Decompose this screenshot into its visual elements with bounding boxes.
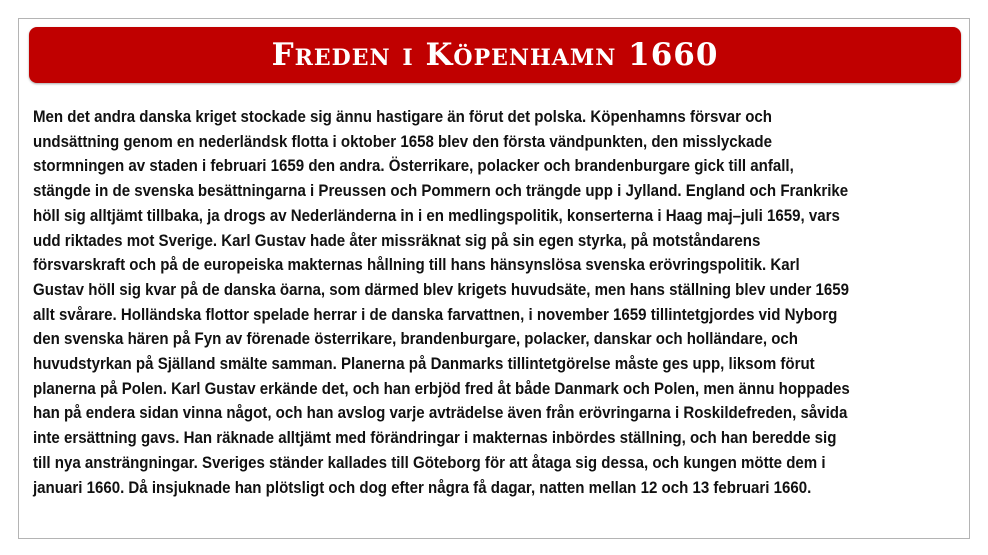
- body-line: försvarskraft och på de europeiska makternas hållning till hans hänsynslösa svenska erövringspolitik. Karl: [33, 256, 800, 275]
- body-line: undsättning genom en nederländsk flotta i oktober 1658 blev den första vändpunkten, den misslyckade: [33, 132, 772, 151]
- body-line: höll sig alltjämt tillbaka, ja drogs av Nederländerna in i en medlingspolitik, konserterna i Haag maj–juli 1659, vars: [33, 206, 840, 225]
- body-line: stormningen av staden i februari 1659 den andra. Österrikare, polacker och brandenburgare gick till anfall,: [33, 157, 794, 176]
- body-line: stängde in de svenska besättningarna i Preussen och Pommern och trängde upp i Jylland. England och Frankrike: [33, 182, 849, 201]
- body-line: udd riktades mot Sverige. Karl Gustav hade åter missräknat sig på sin egen styrka, på motståndarens: [33, 231, 761, 250]
- body-line: Gustav höll sig kvar på de danska öarna, som därmed blev krigets huvudsäte, men hans ställning blev under 1659: [33, 280, 850, 299]
- slide: [18, 18, 970, 539]
- body-line: inte ersättning gavs. Han räknade alltjämt med förändringar i makternas inbördes ställning, och han beredde sig: [33, 429, 837, 448]
- body-line: allt svårare. Holländska flottor spelade herrar i de danska farvattnen, i november 1659 tillintetgjordes vid Nyborg: [33, 305, 838, 324]
- body-line: huvudstyrkan på Själland smälte samman. Planerna på Danmarks tillintetgörelse måste ges upp, liksom förut: [33, 355, 815, 374]
- body-line: den svenska hären på Fyn av förenade österrikare, brandenburgare, polacker, danskar och holländare, och: [33, 330, 799, 349]
- body-line: Men det andra danska kriget stockade sig ännu hastigare än förut det polska. Köpenhamns försvar och: [33, 108, 772, 126]
- body-line: han på endera sidan vinna något, och han avslog varje avträdelse även från erövringarna i Roskildefreden, såvida: [33, 404, 848, 423]
- slide-title: Freden i Köpenhamn 1660: [271, 37, 719, 73]
- body-line: planerna på Polen. Karl Gustav erkände det, och han erbjöd fred åt både Danmark och Polen, men ännu hoppades: [33, 379, 850, 398]
- title-banner: [29, 27, 961, 83]
- body-paragraph: [33, 105, 884, 500]
- body-line: januari 1660. Då insjuknade han plötsligt och dog efter några få dagar, natten mellan 12 och 13 februari 1660.: [33, 478, 812, 497]
- body-line: till nya ansträngningar. Sveriges ständer kallades till Göteborg för att åtaga sig dessa, och kungen mötte dem i: [33, 453, 826, 472]
